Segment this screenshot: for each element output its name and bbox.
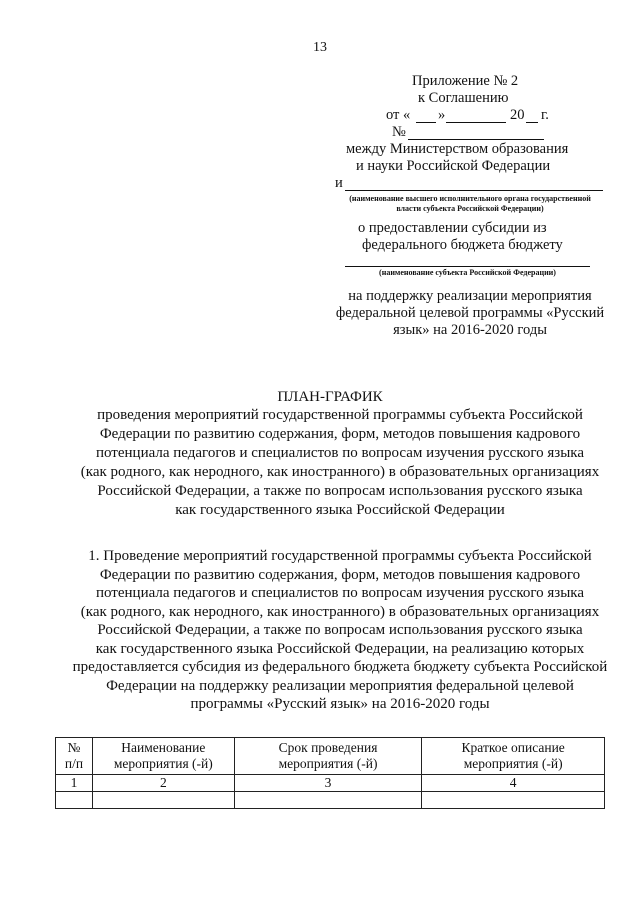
header-deadline — [234, 738, 422, 775]
subject-hint: (наименование субъекта Российской Федерации) — [379, 268, 556, 277]
section1-line: потенциала педагогов и специалистов по вопросам изучения русского языка — [95, 585, 585, 601]
header-description-line1: Краткое описание — [461, 740, 565, 755]
number-blank — [408, 139, 544, 140]
section1-line: 1. Проведение мероприятий государственной программы субъекта Российской — [88, 548, 592, 564]
subsidy-line1: о предоставлении субсидии из — [358, 220, 547, 236]
and-label: и — [335, 175, 343, 191]
plan-subtitle-line: Федерации по развитию содержания, форм, методов повышения кадрового — [99, 426, 581, 442]
between-ministry: между Министерством образования — [346, 141, 569, 157]
table-row — [56, 775, 605, 792]
subsidy-line2: федерального бюджета бюджету — [362, 237, 563, 253]
date-suffix: г. — [541, 107, 549, 123]
appendix-date-line — [386, 107, 586, 125]
subject-blank — [345, 266, 590, 267]
section1-line: как государственного языка Российской Федерации, на реализацию которых — [95, 640, 585, 657]
table-cell — [56, 792, 93, 809]
table-row — [56, 792, 605, 809]
number-label: № — [392, 124, 406, 140]
section1-line: Федерации на поддержку реализации мероприятия федеральной целевой — [106, 677, 574, 694]
date-day-blank — [416, 122, 436, 123]
table-cell: 4 — [422, 775, 605, 792]
date-quote: » — [438, 107, 446, 123]
plan-subtitle-line: как государственного языка Российской Федерации — [175, 502, 505, 518]
section1-line: предоставляется субсидия из федерального бюджета бюджету субъекта Российской — [72, 659, 608, 675]
plan-subtitle — [20, 406, 640, 520]
plan-title: ПЛАН-ГРАФИК — [277, 389, 383, 405]
header-name-line2: мероприятия (-й) — [113, 756, 213, 771]
plan-subtitle-line: проведения мероприятий государственной программы субъекта Российской — [97, 407, 583, 423]
plan-subtitle-line: Российской Федерации, а также по вопросам использования русского языка — [97, 483, 583, 499]
date-prefix: от « — [386, 107, 411, 123]
table-cell — [422, 792, 605, 809]
page-number: 13 — [313, 40, 327, 55]
header-name — [92, 738, 234, 775]
header-description — [422, 738, 605, 775]
authority-blank — [345, 190, 603, 191]
header-deadline-line2: мероприятия (-й) — [278, 756, 378, 771]
table-cell: 2 — [92, 775, 234, 792]
header-name-line1: Наименование — [121, 740, 206, 755]
section1-text — [20, 547, 640, 714]
plan-subtitle-line: (как родного, как неродного, как иностранного) в образовательных организациях — [80, 464, 600, 480]
section1-line: Российской Федерации, а также по вопросам использования русского языка — [97, 622, 583, 638]
table-cell — [234, 792, 422, 809]
support-line2: федеральной целевой программы «Русский — [335, 305, 605, 321]
section1-line: программы «Русский язык» на 2016-2020 годы — [190, 696, 490, 712]
appendix-agreement: к Соглашению — [418, 90, 509, 106]
between-ministry-cont: и науки Российской Федерации — [356, 158, 551, 174]
appendix-title: Приложение № 2 — [412, 73, 519, 89]
plan-table — [55, 737, 605, 809]
table-cell — [92, 792, 234, 809]
support-line3: язык» на 2016-2020 годы — [393, 322, 547, 338]
table-cell: 3 — [234, 775, 422, 792]
date-year: 20 — [510, 107, 525, 123]
header-number — [56, 738, 93, 775]
date-month-blank — [446, 122, 506, 123]
authority-hint-line2: власти субъекта Российской Федерации) — [396, 204, 544, 213]
header-number-line1: № — [67, 740, 81, 755]
section1-line: Федерации по развитию содержания, форм, методов повышения кадрового — [99, 566, 581, 583]
date-year-blank — [526, 122, 538, 123]
header-deadline-line1: Срок проведения — [278, 740, 378, 755]
authority-hint-line1: (наименование высшего исполнительного органа государственной — [349, 194, 591, 203]
plan-subtitle-line: потенциала педагогов и специалистов по вопросам изучения русского языка — [95, 445, 585, 461]
header-number-line2: п/п — [64, 756, 84, 771]
table-cell: 1 — [56, 775, 93, 792]
header-description-line2: мероприятия (-й) — [463, 756, 563, 771]
table-header-row — [56, 738, 605, 775]
section1-line: (как родного, как неродного, как иностранного) в образовательных организациях — [80, 603, 600, 620]
support-line1: на поддержку реализации мероприятия — [348, 288, 592, 304]
